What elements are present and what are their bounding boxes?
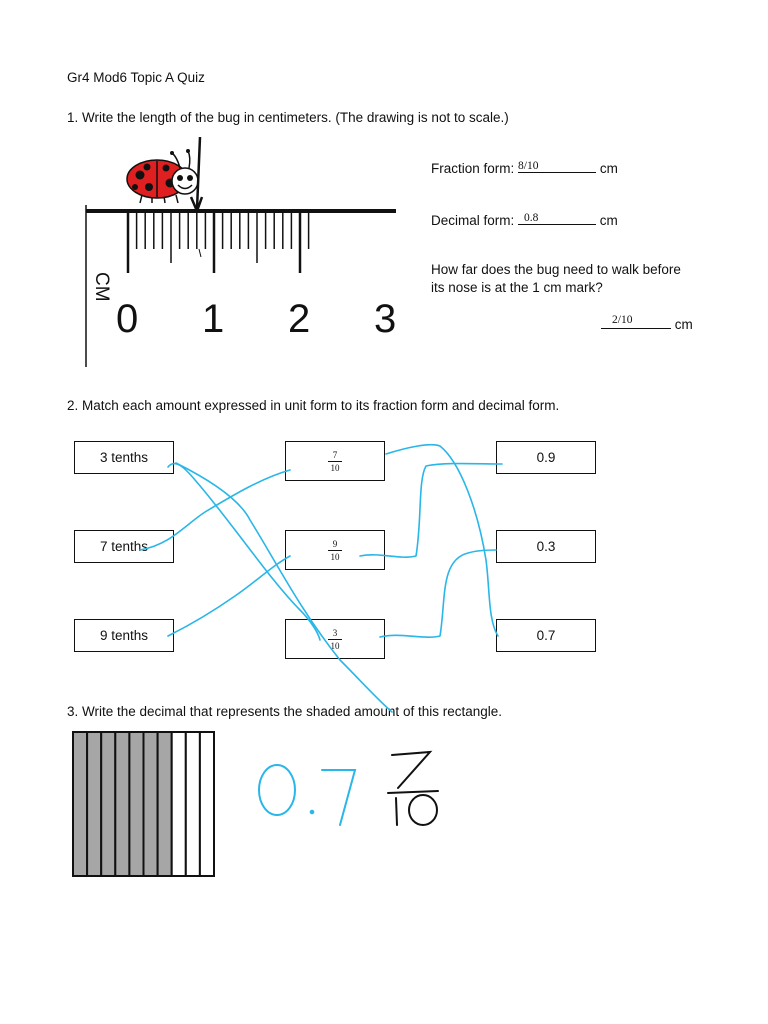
fraction-denominator: 10 bbox=[330, 640, 340, 651]
shaded-strip bbox=[115, 732, 129, 876]
unit-form-label: 7 tenths bbox=[99, 539, 149, 554]
fraction-form-unit: cm bbox=[599, 161, 618, 176]
fraction-numerator: 3 bbox=[332, 627, 338, 638]
walk-answer-unit: cm bbox=[674, 317, 693, 332]
decimal-box-2[interactable] bbox=[496, 530, 596, 563]
walk-answer-blank[interactable] bbox=[601, 314, 671, 329]
ruler-ticks bbox=[128, 213, 309, 273]
fraction-numerator: 7 bbox=[332, 449, 338, 460]
ruler-unit-label: CM bbox=[91, 272, 112, 302]
decimal-label: 0.9 bbox=[536, 450, 556, 465]
decimal-form-unit: cm bbox=[599, 213, 618, 228]
decimal-label: 0.7 bbox=[536, 628, 556, 643]
decimal-form-row bbox=[431, 210, 618, 228]
shaded-strip bbox=[144, 732, 158, 876]
decimal-box-1[interactable] bbox=[496, 441, 596, 474]
fraction-form-label: Fraction form: bbox=[431, 161, 515, 176]
shaded-strip bbox=[101, 732, 115, 876]
tenths-rectangle bbox=[72, 731, 215, 877]
walk-question-line-2: its nose is at the 1 cm mark? bbox=[431, 280, 603, 295]
unshaded-strip bbox=[186, 732, 200, 876]
quiz-title: Gr4 Mod6 Topic A Quiz bbox=[67, 70, 205, 85]
shaded-strip bbox=[87, 732, 101, 876]
shaded-strip bbox=[129, 732, 143, 876]
unshaded-strip bbox=[172, 732, 186, 876]
unit-form-box-1[interactable] bbox=[74, 441, 174, 474]
ruler-number-1: 1 bbox=[202, 297, 225, 341]
ruler-number-0: 0 bbox=[116, 297, 139, 341]
fraction-denominator: 10 bbox=[330, 462, 340, 473]
fraction-box-3[interactable] bbox=[285, 619, 385, 659]
match-line-9-tenths bbox=[168, 556, 290, 636]
unit-form-label: 3 tenths bbox=[99, 450, 149, 465]
unshaded-strip bbox=[200, 732, 214, 876]
walk-answer: 2/10 bbox=[612, 314, 633, 326]
fraction-box-1[interactable] bbox=[285, 441, 385, 481]
ladybug-icon bbox=[127, 149, 198, 203]
walk-question-line-1: How far does the bug need to walk before bbox=[431, 262, 681, 277]
ruler-figure bbox=[80, 135, 410, 370]
fraction-value bbox=[328, 628, 342, 651]
question-1-prompt: 1. Write the length of the bug in centimeters. (The drawing is not to scale.) bbox=[67, 110, 509, 125]
fraction-denominator: 10 bbox=[330, 551, 340, 562]
decimal-label: 0.3 bbox=[536, 539, 556, 554]
fraction-box-2[interactable] bbox=[285, 530, 385, 570]
decimal-box-3[interactable] bbox=[496, 619, 596, 652]
ruler-number-2: 2 bbox=[288, 297, 311, 341]
unit-form-box-3[interactable] bbox=[74, 619, 174, 652]
shaded-strip bbox=[73, 732, 87, 876]
walk-answer-row bbox=[601, 314, 693, 332]
shaded-strip bbox=[158, 732, 172, 876]
fraction-form-blank[interactable] bbox=[518, 158, 596, 173]
question-2-prompt: 2. Match each amount expressed in unit form to its fraction form and decimal form. bbox=[67, 398, 560, 413]
unit-form-label: 9 tenths bbox=[99, 628, 149, 643]
ruler-number-3: 3 bbox=[374, 297, 397, 341]
fraction-value bbox=[328, 539, 342, 562]
decimal-form-label: Decimal form: bbox=[431, 213, 515, 228]
decimal-form-blank[interactable] bbox=[518, 210, 596, 225]
matching-lines bbox=[140, 445, 502, 712]
fraction-form-answer: 8/10 bbox=[518, 160, 539, 172]
match-line-3-10 bbox=[380, 550, 496, 637]
fraction-value bbox=[328, 450, 342, 473]
question-3-prompt: 3. Write the decimal that represents the shaded amount of this rectangle. bbox=[67, 704, 502, 719]
fraction-numerator: 9 bbox=[332, 538, 338, 549]
decimal-form-answer: 0.8 bbox=[524, 212, 539, 224]
match-line-7-10 bbox=[386, 445, 498, 636]
handwritten-decimal-answer bbox=[259, 765, 355, 825]
handwritten-fraction-answer bbox=[388, 752, 438, 825]
match-line-3-tenths-extra bbox=[176, 463, 392, 712]
fraction-form-row bbox=[431, 158, 618, 176]
unit-form-box-2[interactable] bbox=[74, 530, 174, 563]
